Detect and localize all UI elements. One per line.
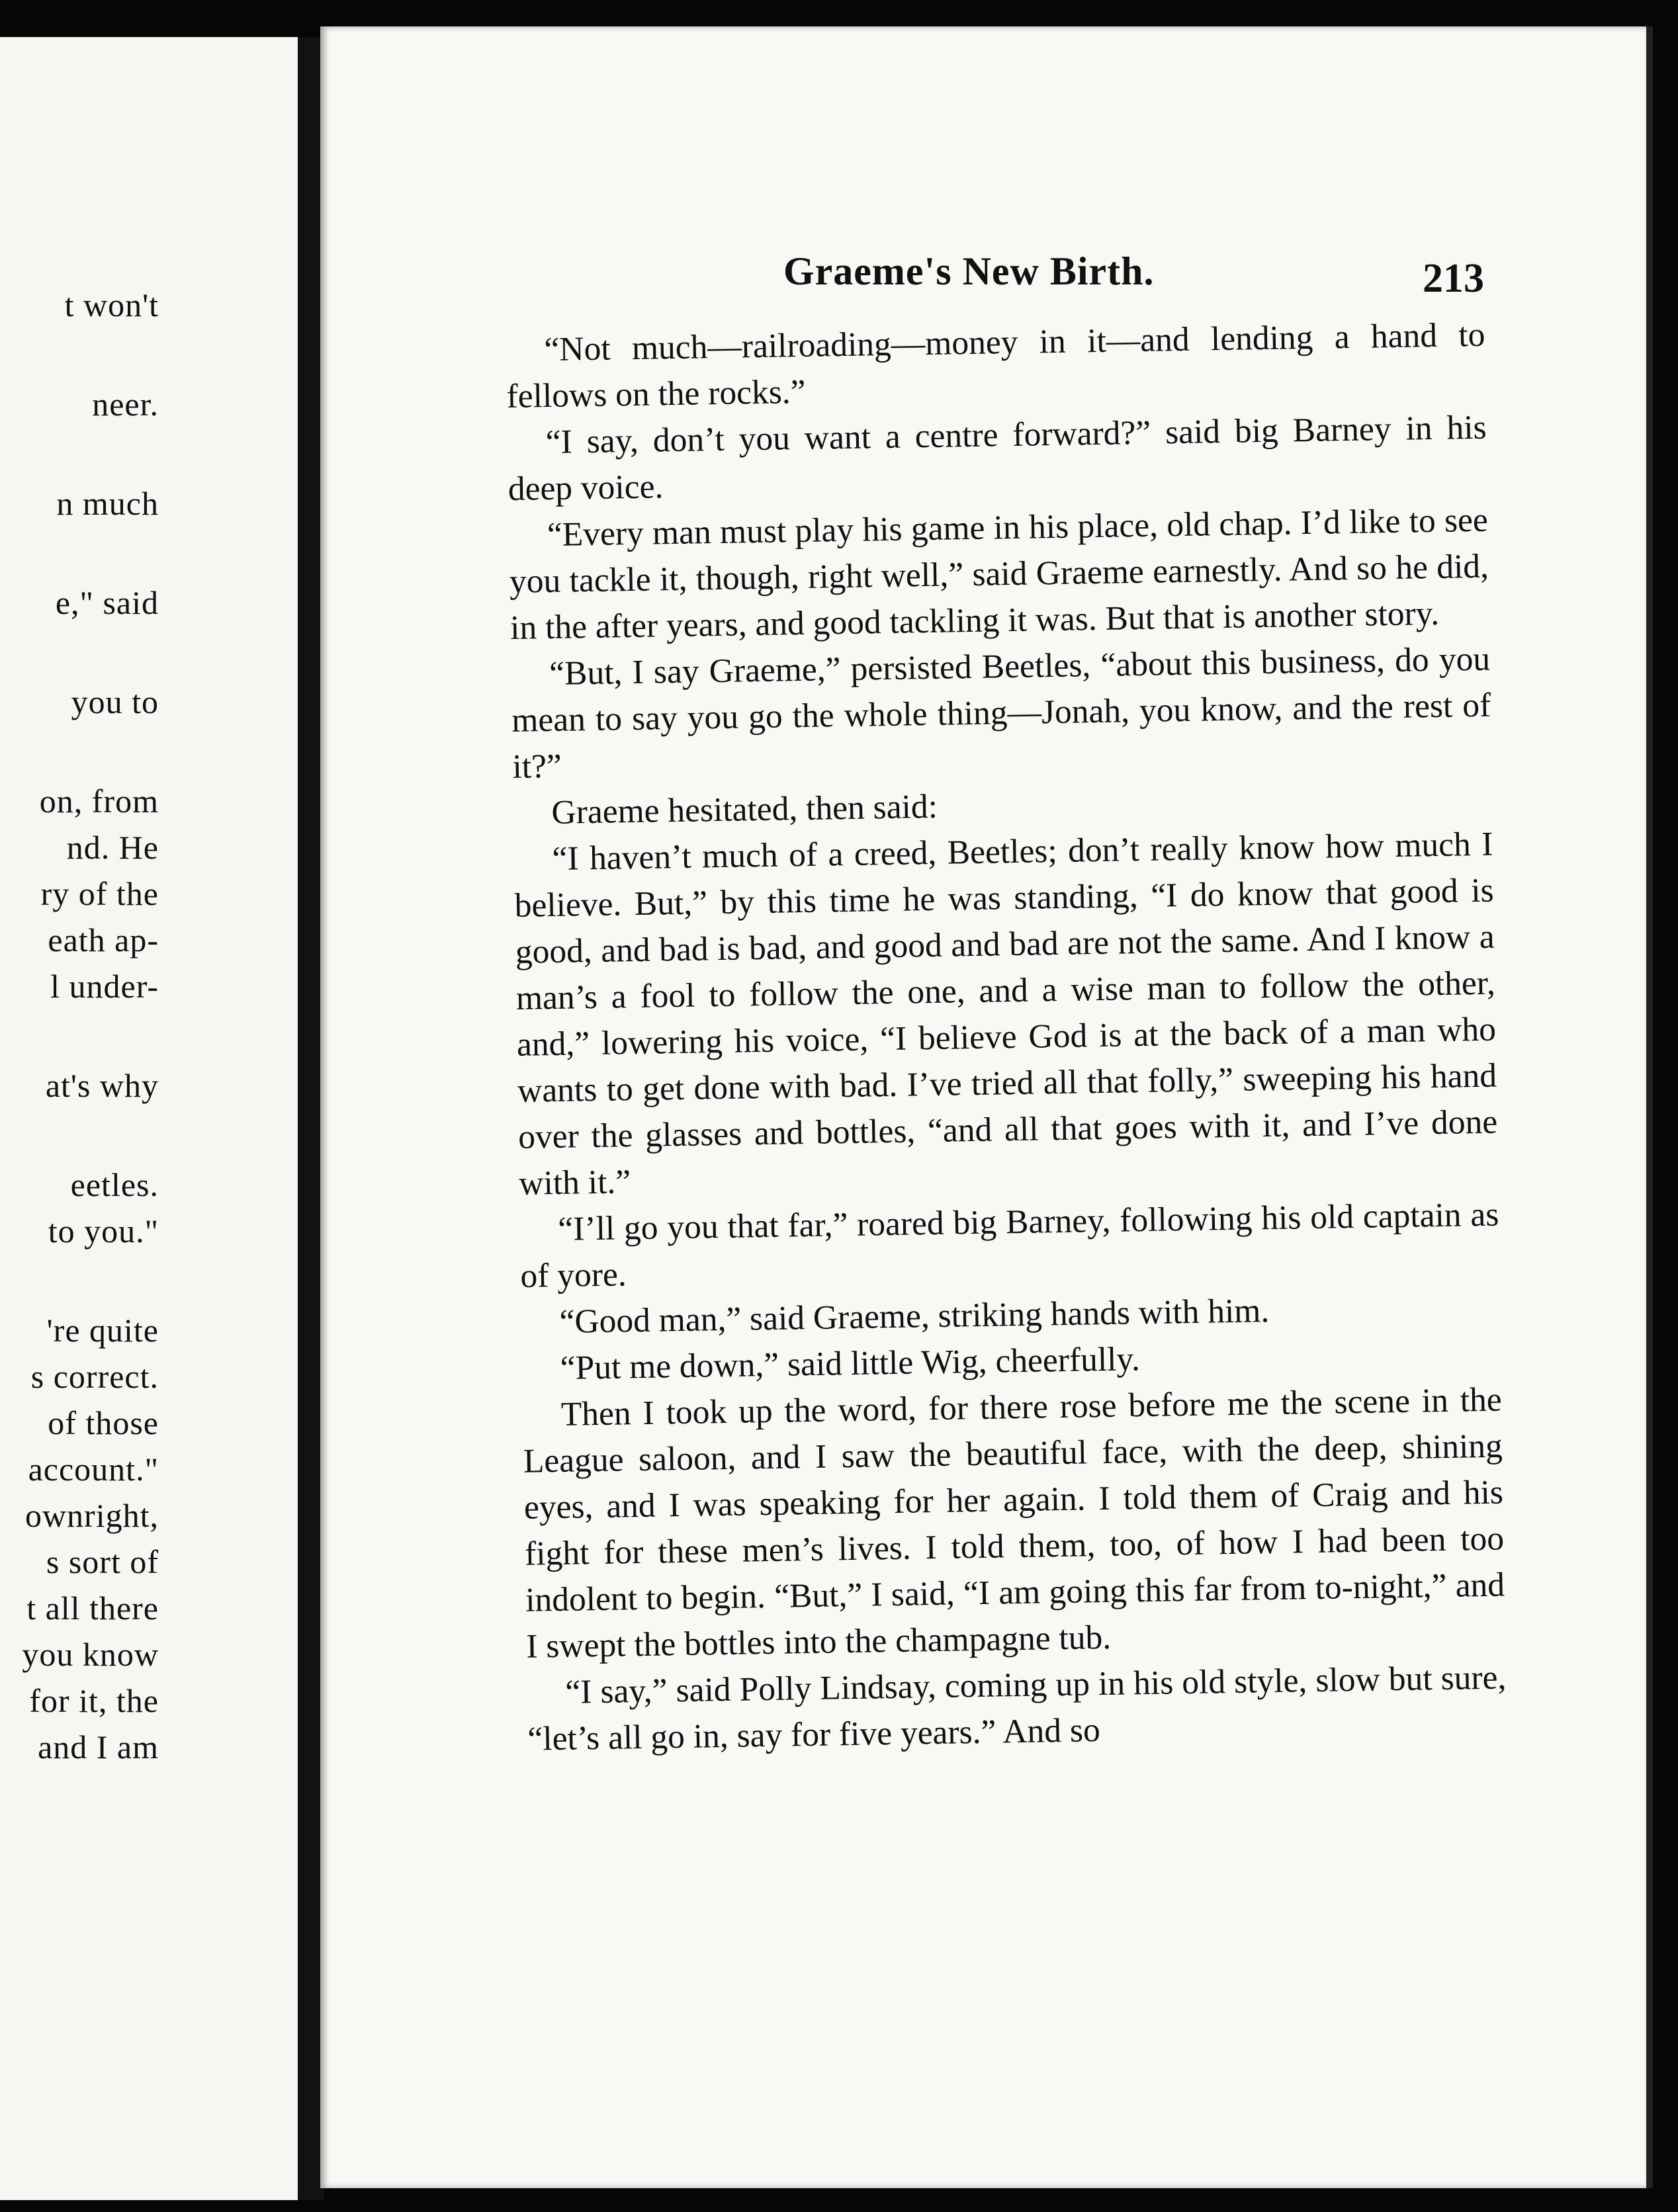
running-head: Graeme's New Birth.	[783, 249, 1155, 293]
left-line: to you."	[48, 1212, 159, 1250]
current-page	[320, 26, 1653, 2188]
left-line: eetles.	[70, 1166, 159, 1203]
left-line: at's why	[45, 1067, 159, 1104]
page-body	[506, 312, 1511, 2021]
paragraph: “I say, don’t you want a centre forward?” said big Barney in his deep voice.	[508, 408, 1487, 508]
left-line: s correct.	[30, 1358, 159, 1395]
left-line: n much	[56, 485, 159, 522]
left-line: l under-	[50, 968, 159, 1005]
left-line: s sort of	[46, 1543, 159, 1580]
left-line: account."	[28, 1451, 159, 1488]
left-line: and I am	[38, 1728, 159, 1765]
paragraph: “I haven’t much of a creed, Beetles; don’t really know how much I believe. But,” by this time he was standing, “I do know that good is good, and bad is bad, and good and bad are not the same. And I know a man’s a fool to follow the one, and a wise man to follow the other, and,” lowering his voice, “I believe God is at the back of a man who wants to get done with bad. I’ve tried all that folly,” sweeping his hand over the glasses and bottles, “and all that goes with it, and I’ve done with it.”	[514, 825, 1498, 1203]
paragraph: “I say,” said Polly Lindsay, coming up in his old style, slow but sure, “let’s all go in, say for five years.” And so	[527, 1658, 1507, 1758]
left-line: 're quite	[46, 1312, 159, 1349]
left-line: t all there	[26, 1590, 159, 1627]
paragraph: “Every man must play his game in his place, old chap. I’d like to see you tackle it, though, right well,” said Graeme earnestly. And so he did, in the after years, and good tackling it was. But that is another story.	[509, 501, 1489, 647]
left-line: on, from	[39, 783, 159, 820]
left-line: eath ap-	[48, 921, 159, 958]
paragraph: “But, I say Graeme,” persisted Beetles, “about this business, do you mean to say you go the whole thing—Jonah, you know, and the rest of it?”	[511, 640, 1491, 786]
left-line: you know	[22, 1636, 159, 1673]
paragraph: Then I took up the word, for there rose before me the scene in the League saloon, and I saw the beautiful face, with the deep, shining eyes, and I was speaking for her again. I told them of Craig and his fight for these men’s lives. I told them, too, of how I had been too indolent to begin. “But,” I said, “I am going this far from to-night,” and I swept the bottles into the champagne tub.	[523, 1381, 1505, 1666]
page-number: 213	[1423, 256, 1484, 301]
paragraph: “Good man,” said Graeme, striking hands with him.	[559, 1292, 1270, 1341]
left-line: t won't	[64, 286, 159, 323]
left-line: nd. He	[66, 829, 159, 866]
left-line: ownright,	[24, 1497, 159, 1534]
left-line: e," said	[55, 584, 159, 621]
previous-page-fragment	[0, 37, 304, 2200]
paragraph: “Put me down,” said little Wig, cheerfully.	[560, 1340, 1141, 1387]
left-line: ry of the	[40, 875, 159, 912]
left-line: of those	[48, 1404, 159, 1441]
left-line: you to	[71, 683, 159, 720]
paragraph: Graeme hesitated, then said:	[551, 787, 938, 831]
paragraph: “I’ll go you that far,” roared big Barney, following his old captain as of yore.	[520, 1195, 1499, 1295]
left-line: for it, the	[29, 1682, 159, 1719]
paragraph: “Not much—railroading—money in it—and lending a hand to fellows on the rocks.”	[506, 316, 1485, 415]
left-line: neer.	[92, 386, 159, 423]
